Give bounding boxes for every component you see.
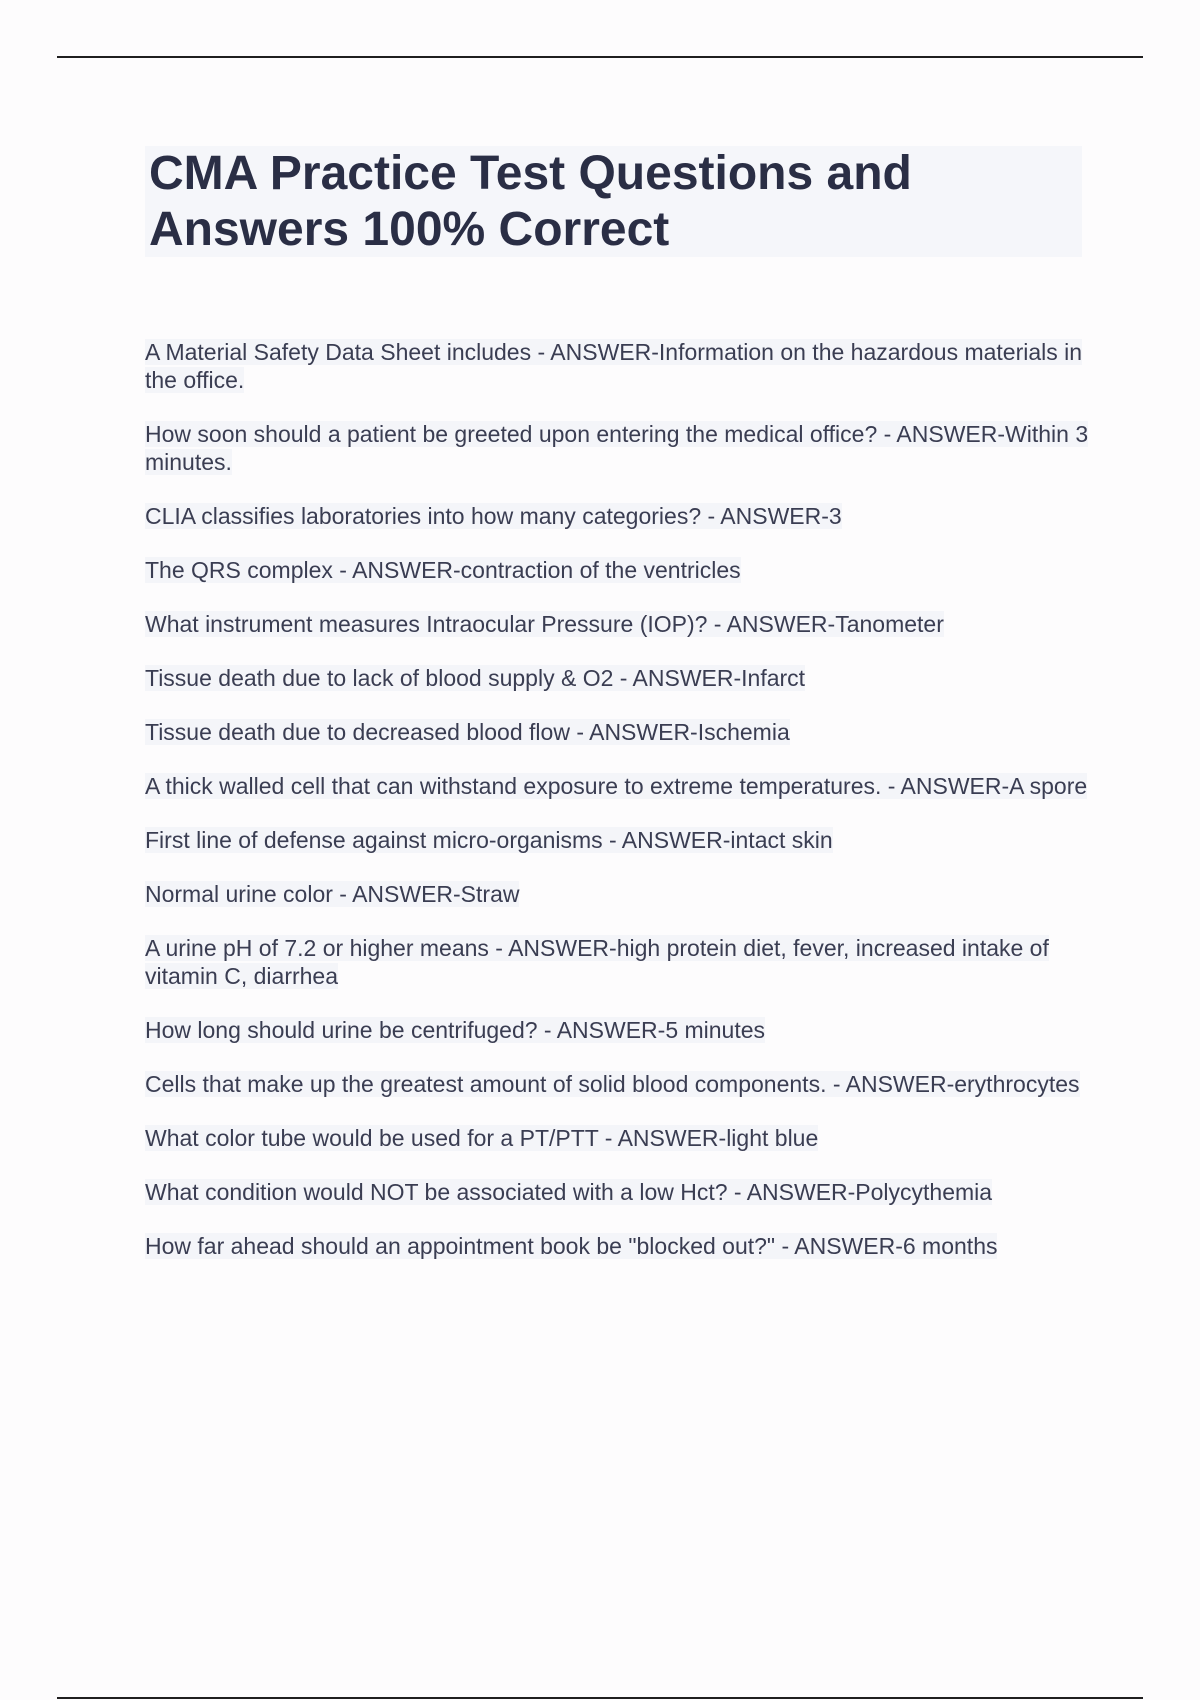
bottom-rule — [57, 1697, 1143, 1699]
qa-item — [145, 664, 1090, 692]
qa-item — [145, 1124, 1090, 1152]
qa-item — [145, 1178, 1090, 1206]
qa-item — [145, 1070, 1090, 1098]
qa-text: CLIA classifies laboratories into how many categories? - ANSWER-3 — [145, 503, 842, 529]
qa-text: A Material Safety Data Sheet includes - ANSWER-Information on the hazardous materials in the office. — [145, 339, 1083, 393]
qa-text: What condition would NOT be associated with a low Hct? - ANSWER-Polycythemia — [145, 1179, 993, 1205]
qa-text: A urine pH of 7.2 or higher means - ANSWER-high protein diet, fever, increased intake of vitamin C, diarrhea — [145, 935, 1049, 989]
qa-item — [145, 420, 1090, 476]
document-title: CMA Practice Test Questions and Answers 100% Correct — [149, 147, 912, 256]
qa-text: What color tube would be used for a PT/PTT - ANSWER-light blue — [145, 1125, 819, 1151]
qa-item — [145, 826, 1090, 854]
qa-item — [145, 502, 1090, 530]
qa-item — [145, 1016, 1090, 1044]
top-rule — [57, 56, 1143, 58]
qa-text: Tissue death due to decreased blood flow - ANSWER-Ischemia — [145, 719, 790, 745]
qa-text: Tissue death due to lack of blood supply & O2 - ANSWER-Infarct — [145, 665, 806, 691]
qa-item — [145, 338, 1090, 394]
qa-text: Normal urine color - ANSWER-Straw — [145, 881, 520, 907]
qa-text: How long should urine be centrifuged? - ANSWER-5 minutes — [145, 1017, 766, 1043]
qa-text: The QRS complex - ANSWER-contraction of the ventricles — [145, 557, 741, 583]
title-block — [145, 146, 1082, 257]
qa-item — [145, 610, 1090, 638]
qa-text: What instrument measures Intraocular Pressure (IOP)? - ANSWER-Tanometer — [145, 611, 944, 637]
qa-text: Cells that make up the greatest amount of solid blood components. - ANSWER-erythrocytes — [145, 1071, 1080, 1097]
qa-item — [145, 934, 1090, 990]
qa-list — [145, 338, 1090, 1260]
qa-item — [145, 718, 1090, 746]
qa-item — [145, 880, 1090, 908]
qa-text: A thick walled cell that can withstand exposure to extreme temperatures. - ANSWER-A spore — [145, 773, 1088, 799]
qa-text: How far ahead should an appointment book be "blocked out?" - ANSWER-6 months — [145, 1233, 998, 1259]
document-body — [145, 146, 1090, 1286]
qa-text: How soon should a patient be greeted upon entering the medical office? - ANSWER-Within 3 minutes. — [145, 421, 1089, 475]
qa-text: First line of defense against micro-organisms - ANSWER-intact skin — [145, 827, 833, 853]
qa-item — [145, 772, 1090, 800]
qa-item — [145, 1232, 1090, 1260]
qa-item — [145, 556, 1090, 584]
